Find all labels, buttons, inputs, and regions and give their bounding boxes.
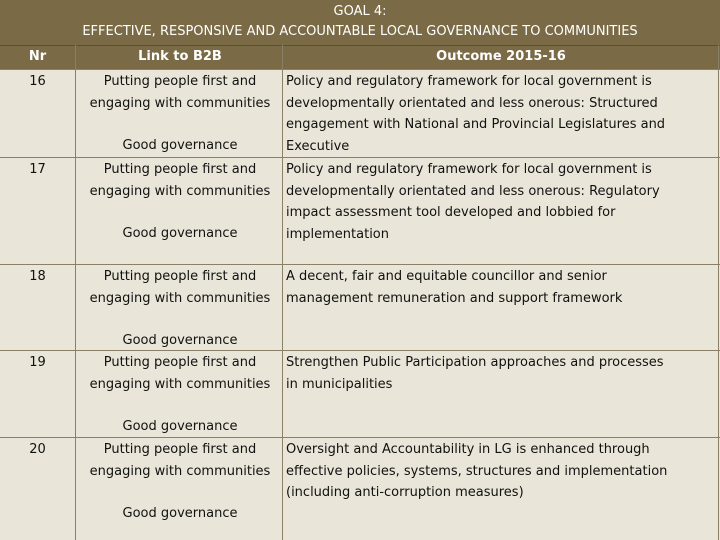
link-line: engaging with communities <box>89 290 271 306</box>
row-outcome <box>286 352 716 395</box>
outcome-line: Strengthen Public Participation approaches and processes <box>286 355 664 370</box>
row-link <box>78 266 282 309</box>
column-divider <box>75 45 76 540</box>
outcome-line: A decent, fair and equitable councillor and senior <box>286 269 607 284</box>
row-nr: 18 <box>29 269 46 284</box>
header-outcome: Outcome 2015-16 <box>436 49 566 64</box>
outcome-line: engagement with National and Provincial Legislatures and <box>286 117 666 132</box>
table-row <box>0 157 720 264</box>
row-outcome <box>286 439 716 504</box>
row-link <box>78 352 282 395</box>
link-line: engaging with communities <box>89 183 271 199</box>
outcome-line: implementation <box>286 226 390 242</box>
link-line: Putting people first and <box>103 442 257 457</box>
table-row <box>0 69 720 157</box>
goal-heading: GOAL 4: <box>333 4 387 19</box>
good-governance: Good governance <box>122 226 238 241</box>
table-row <box>0 350 720 437</box>
link-line: engaging with communities <box>89 95 271 111</box>
link-line: Putting people first and <box>103 162 257 177</box>
outcome-line: Executive <box>286 138 350 154</box>
good-governance: Good governance <box>122 419 238 434</box>
row-nr: 16 <box>29 74 46 89</box>
link-line: Putting people first and <box>103 74 257 89</box>
row-outcome <box>286 266 716 309</box>
row-link <box>78 439 282 482</box>
good-governance: Good governance <box>122 138 238 153</box>
row-link <box>78 159 282 202</box>
outcome-line: in municipalities <box>286 376 393 392</box>
outcome-line: Policy and regulatory framework for local government is <box>286 162 652 177</box>
good-governance: Good governance <box>122 333 238 348</box>
link-line: engaging with communities <box>89 463 271 479</box>
link-line: engaging with communities <box>89 376 271 392</box>
table-row <box>0 437 720 540</box>
header-nr: Nr <box>28 49 47 64</box>
row-nr: 20 <box>29 442 46 457</box>
link-line: Putting people first and <box>103 355 257 370</box>
outcome-line: effective policies, systems, structures and implementation <box>286 463 668 479</box>
outcome-line: Policy and regulatory framework for local government is <box>286 74 652 89</box>
header-link: Link to B2B <box>138 49 222 64</box>
outcome-line: (including anti-corruption measures) <box>286 485 524 500</box>
column-divider <box>718 45 719 540</box>
outcome-line: Oversight and Accountability in LG is enhanced through <box>286 442 650 457</box>
table-title <box>0 0 720 45</box>
row-outcome <box>286 159 716 245</box>
outcome-line: developmentally orientated and less onerous: Structured <box>286 95 658 111</box>
outcome-line: management remuneration and support framework <box>286 290 623 306</box>
outcome-line: impact assessment tool developed and lobbied for <box>286 205 616 220</box>
outcome-line: developmentally orientated and less onerous: Regulatory <box>286 183 660 199</box>
link-line: Putting people first and <box>103 269 257 284</box>
row-link <box>78 71 282 114</box>
goal-subheading: EFFECTIVE, RESPONSIVE AND ACCOUNTABLE LOCAL GOVERNANCE TO COMMUNITIES <box>82 24 638 39</box>
good-governance: Good governance <box>122 506 238 521</box>
row-nr: 19 <box>29 355 46 370</box>
column-divider <box>282 45 283 540</box>
row-nr: 17 <box>29 162 46 177</box>
row-outcome <box>286 71 716 157</box>
table-header <box>0 45 720 69</box>
table-row <box>0 264 720 350</box>
